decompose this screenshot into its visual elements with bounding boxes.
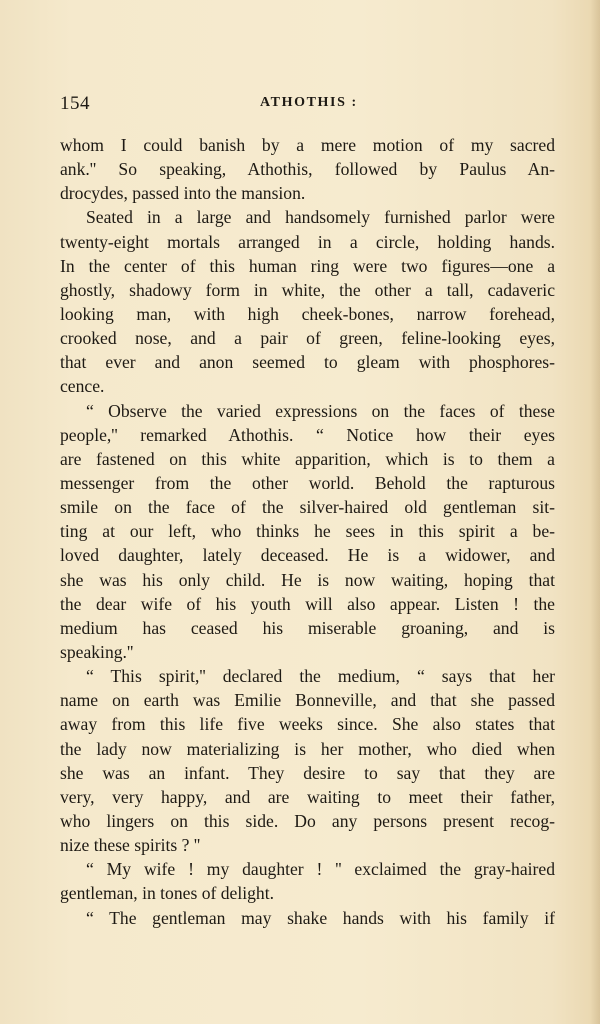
text-line: the lady now materializing is her mother, who died when	[60, 738, 555, 759]
text-line: ting at our left, who thinks he sees in this spirit a be-	[60, 521, 555, 542]
text-line: cence.	[60, 376, 105, 397]
text-line: “ My wife ! my daughter ! '' exclaimed the gray-haired	[86, 859, 555, 880]
text-line: ghostly, shadowy form in white, the other a tall, cadaveric	[60, 279, 555, 300]
text-line: medium has ceased his miserable groaning, and is	[60, 617, 555, 638]
text-line: speaking.''	[60, 641, 134, 662]
text-line: messenger from the other world. Behold the rapturous	[60, 472, 555, 493]
text-line: “ Observe the varied expressions on the faces of these	[86, 400, 555, 421]
text-line: are fastened on this white apparition, which is to them a	[60, 448, 555, 469]
text-line: who lingers on this side. Do any persons present recog-	[60, 810, 555, 831]
text-line: name on earth was Emilie Bonneville, and that she passed	[60, 690, 555, 711]
text-line: the dear wife of his youth will also appear. Listen ! the	[60, 593, 555, 614]
text-line: twenty-eight mortals arranged in a circle, holding hands.	[60, 231, 555, 252]
text-line: that ever and anon seemed to gleam with phosphores-	[60, 352, 555, 373]
text-line: she was his only child. He is now waiting, hoping that	[60, 569, 555, 590]
text-line: she was an infant. They desire to say that they are	[60, 762, 555, 783]
text-line: “ This spirit,'' declared the medium, “ says that her	[86, 666, 555, 687]
text-line: “ The gentleman may shake hands with his family if	[86, 907, 555, 928]
page-header	[60, 93, 555, 119]
text-line: very, very happy, and are waiting to meet their father,	[60, 786, 555, 807]
text-line: people,'' remarked Athothis. “ Notice how their eyes	[60, 424, 555, 445]
running-head: ATHOTHIS :	[260, 95, 358, 110]
text-line: whom I could banish by a mere motion of my sacred	[60, 135, 555, 155]
body-text	[60, 133, 555, 930]
text-line: loved daughter, lately deceased. He is a widower, and	[60, 545, 555, 566]
text-line: gentleman, in tones of delight.	[60, 883, 275, 904]
text-line: crooked nose, and a pair of green, feline-looking eyes,	[60, 328, 555, 349]
text-line: smile on the face of the silver-haired old gentleman sit-	[60, 497, 555, 518]
text-line: ank.'' So speaking, Athothis, followed by Paulus An-	[60, 159, 555, 180]
text-line: In the center of this human ring were two figures—one a	[60, 255, 555, 276]
page-edge-shadow	[590, 0, 600, 1024]
text-line: looking man, with high cheek-bones, narrow forehead,	[60, 303, 555, 324]
text-line: drocydes, passed into the mansion.	[60, 183, 306, 204]
page-number: 154	[60, 93, 90, 114]
text-line: Seated in a large and handsomely furnished parlor were	[86, 207, 555, 228]
text-line: nize these spirits ? ''	[60, 835, 201, 856]
text-line: away from this life five weeks since. She also states that	[60, 714, 555, 735]
